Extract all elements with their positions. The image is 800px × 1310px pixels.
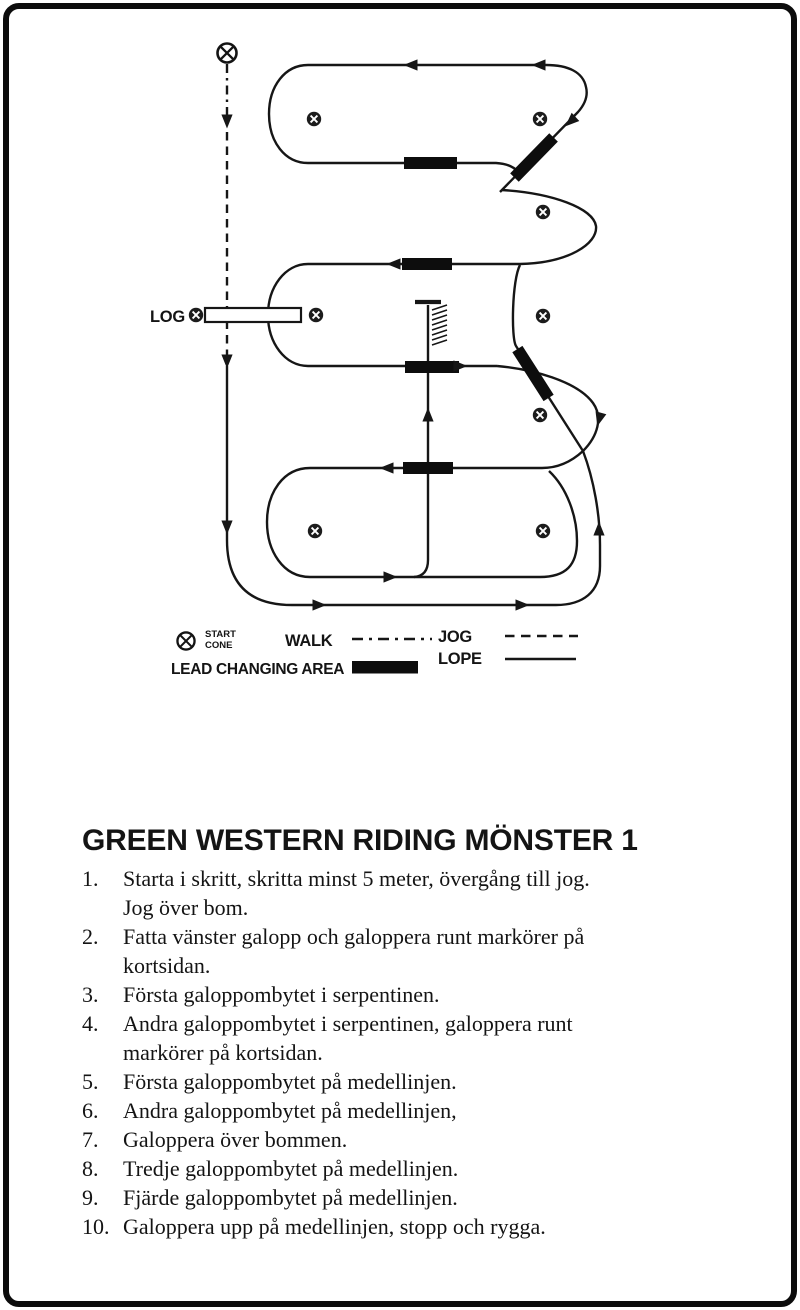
item-number: 1.	[82, 866, 99, 891]
item-text	[123, 1067, 730, 1096]
course-marker-icon	[533, 112, 547, 126]
list-item	[82, 1212, 730, 1241]
list-item	[82, 864, 730, 922]
item-number: 10.	[82, 1214, 110, 1239]
item-text-line: Andra galoppombytet i serpentinen, galoppera runt	[123, 1011, 573, 1036]
course-marker-icon	[536, 524, 550, 538]
log-marker-icon	[189, 308, 203, 322]
item-text	[123, 1154, 730, 1183]
legend-lope-label: LOPE	[438, 650, 482, 668]
lead-change-bar	[403, 462, 453, 474]
item-text-line: Galoppera över bommen.	[123, 1127, 348, 1152]
item-number: 2.	[82, 924, 99, 949]
course-marker-icon	[536, 309, 550, 323]
item-number: 6.	[82, 1098, 99, 1123]
lead-change-bar-diagonal	[510, 133, 558, 181]
list-item	[82, 1183, 730, 1212]
bom-hatch	[432, 305, 447, 345]
item-text-line: Tredje galoppombytet på medellinjen.	[123, 1156, 459, 1181]
log-label: LOG	[150, 308, 185, 326]
course-marker-icon	[533, 408, 547, 422]
legend	[171, 628, 578, 678]
item-text-line: Jog över bom.	[123, 895, 249, 920]
item-text	[123, 1009, 730, 1067]
legend-lead-change-bar	[352, 661, 418, 674]
item-text	[123, 1183, 730, 1212]
list-item	[82, 922, 730, 980]
list-item	[82, 1067, 730, 1096]
item-text-line: markörer på kortsidan.	[123, 1040, 323, 1065]
list-item	[82, 980, 730, 1009]
course-marker-icon	[308, 524, 322, 538]
lead-change-bar	[404, 157, 457, 169]
item-text-line: Starta i skritt, skritta minst 5 meter, övergång till jog.	[123, 866, 590, 891]
item-number: 5.	[82, 1069, 99, 1094]
item-text	[123, 1096, 730, 1125]
item-text-line: Fjärde galoppombytet på medellinjen.	[123, 1185, 458, 1210]
center-line	[414, 305, 428, 577]
list-item	[82, 1096, 730, 1125]
item-text-line: Första galoppombytet i serpentinen.	[123, 982, 440, 1007]
legend-jog-label: JOG	[438, 628, 472, 646]
course-marker-icon	[309, 308, 323, 322]
item-number: 9.	[82, 1185, 99, 1210]
instruction-list	[82, 864, 730, 1241]
item-text-line: Andra galoppombytet på medellinjen,	[123, 1098, 457, 1123]
item-number: 7.	[82, 1127, 99, 1152]
item-text-line: kortsidan.	[123, 953, 211, 978]
legend-start-cone-label-line2: CONE	[205, 640, 233, 651]
course-marker-icon	[536, 205, 550, 219]
legend-start-cone-label-line1: START	[205, 629, 236, 640]
list-item	[82, 1154, 730, 1183]
lead-change-bar	[402, 258, 452, 270]
legend-start-cone-icon	[177, 632, 194, 649]
legend-lead-changing-area-label: LEAD CHANGING AREA	[171, 661, 345, 678]
item-text-line: Fatta vänster galopp och galoppera runt markörer på	[123, 924, 585, 949]
item-text	[123, 864, 730, 922]
item-text	[123, 1212, 730, 1241]
item-text	[123, 1125, 730, 1154]
lead-change-bar-diagonal	[512, 346, 553, 401]
start-cone-icon	[218, 44, 237, 63]
list-item	[82, 1009, 730, 1067]
item-text	[123, 922, 730, 980]
item-number: 8.	[82, 1156, 99, 1181]
legend-walk-label: WALK	[285, 632, 333, 650]
item-number: 4.	[82, 1011, 99, 1036]
list-item	[82, 1125, 730, 1154]
item-number: 3.	[82, 982, 99, 1007]
instructions-section	[82, 824, 730, 1241]
page-title: GREEN WESTERN RIDING MÖNSTER 1	[82, 824, 638, 857]
log-obstacle	[205, 308, 301, 322]
course-marker-icon	[307, 112, 321, 126]
item-text	[123, 980, 730, 1009]
item-text-line: Första galoppombytet på medellinjen.	[123, 1069, 457, 1094]
item-text-line: Galoppera upp på medellinjen, stopp och rygga.	[123, 1214, 546, 1239]
lead-change-bar	[405, 361, 459, 373]
